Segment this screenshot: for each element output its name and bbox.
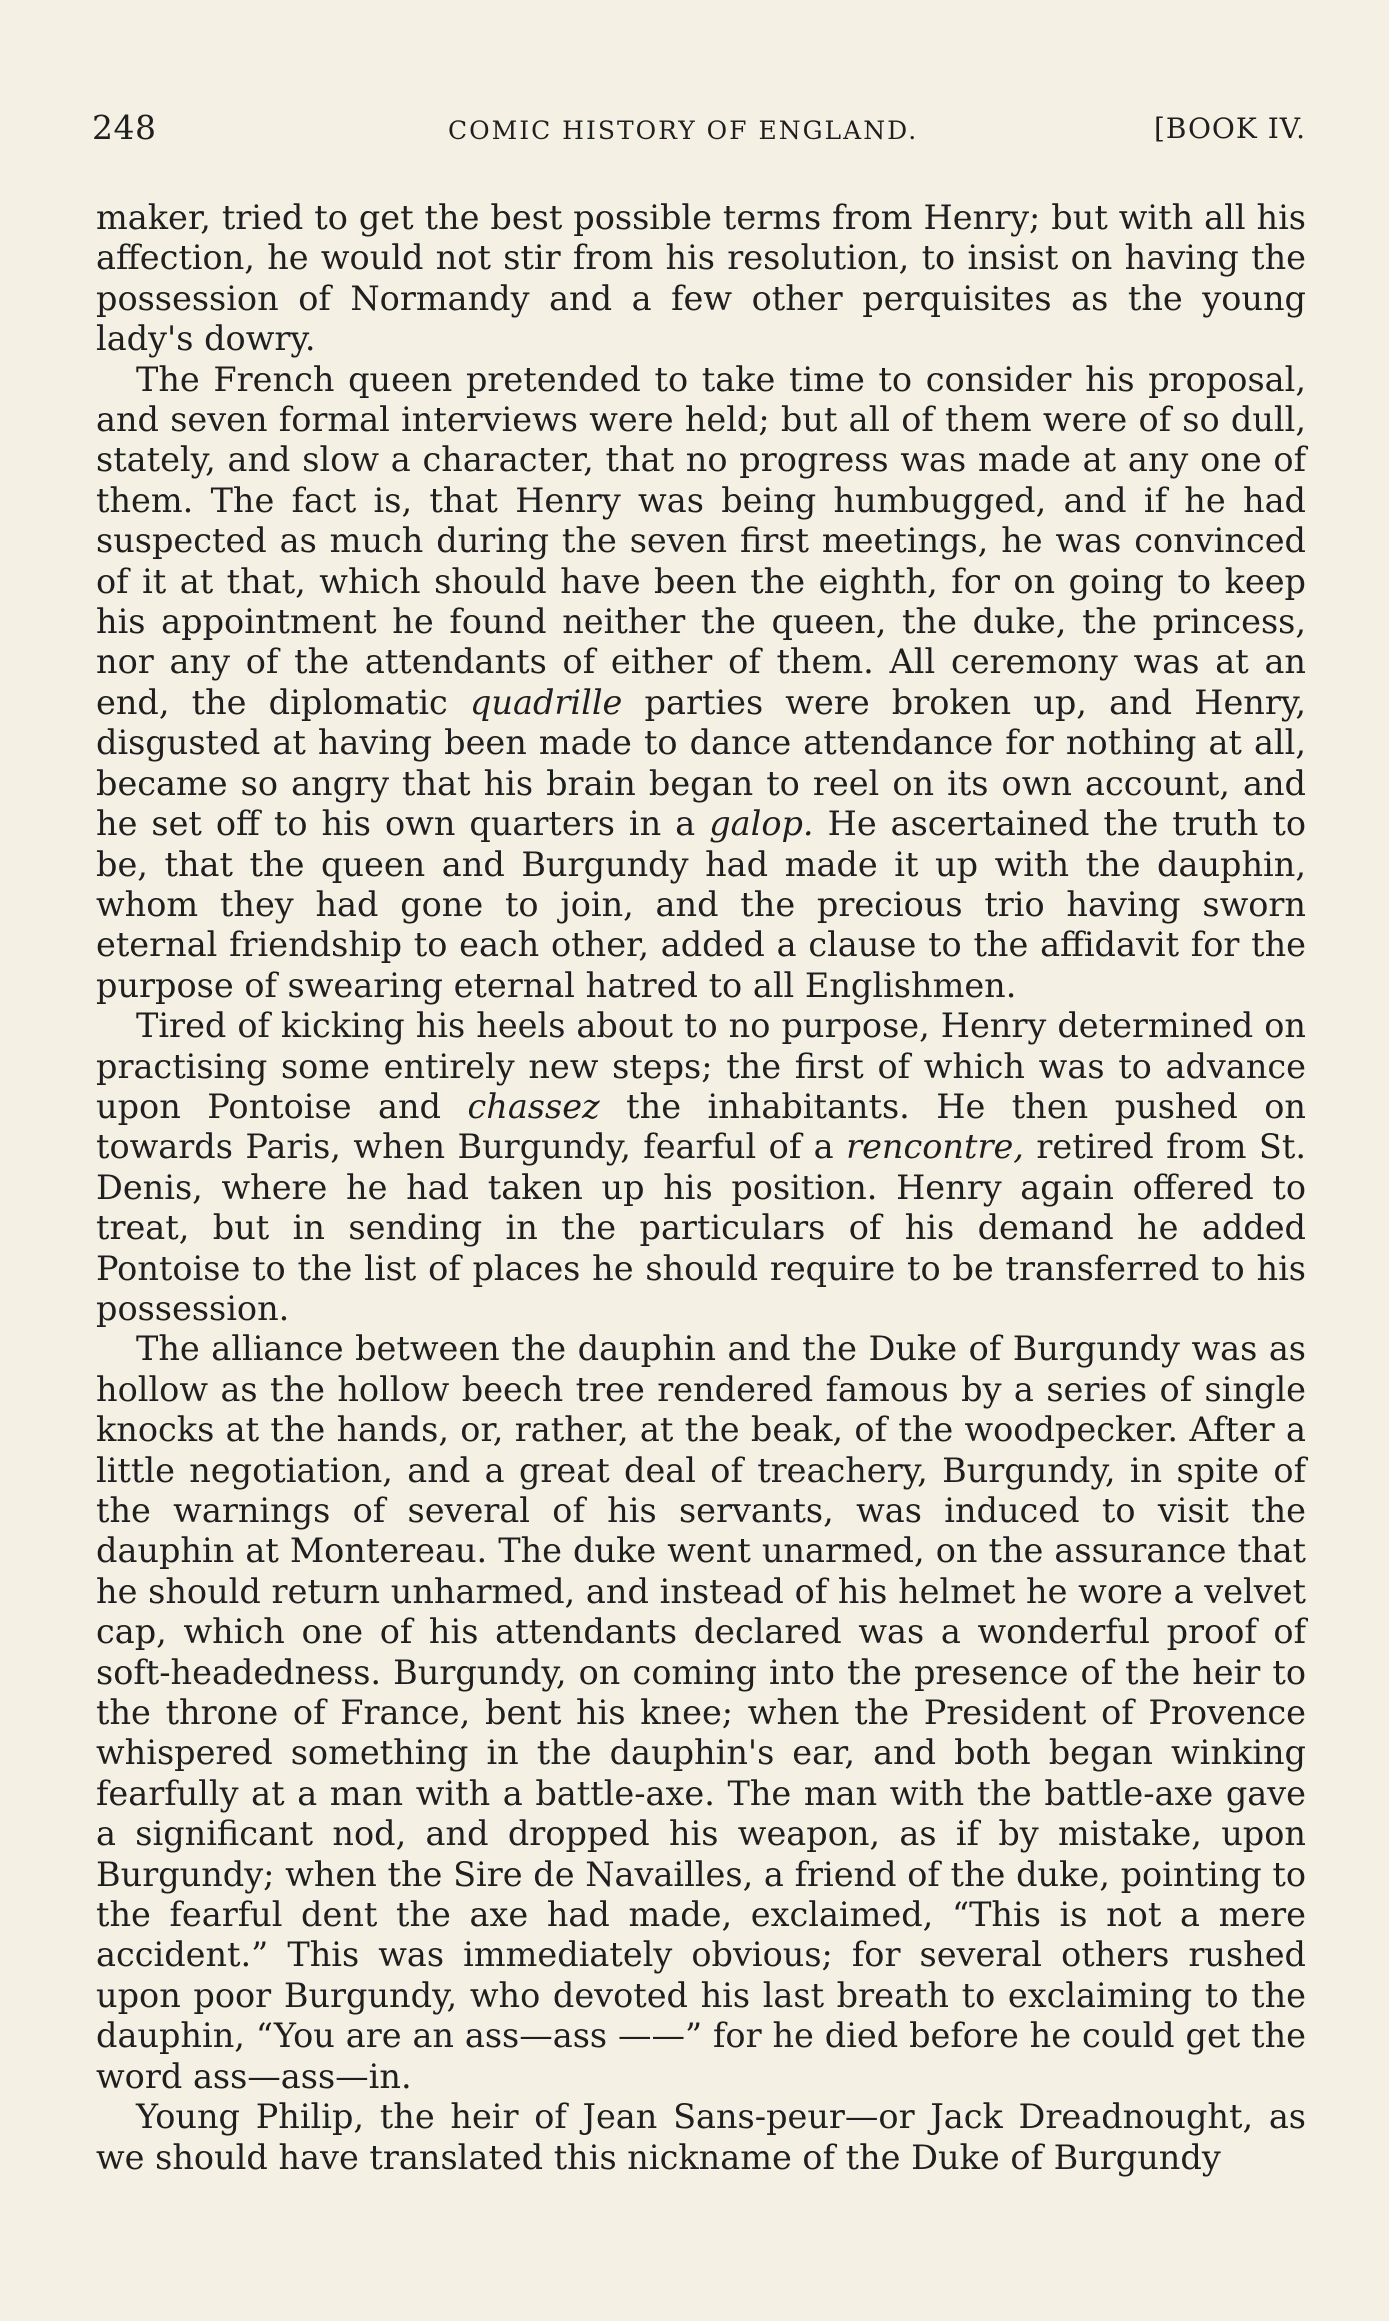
- book-label: [BOOK IV.: [1153, 112, 1306, 145]
- paragraph-text: The French queen pretended to take time to consider his proposal, and seven formal interviews were held; but all of them were of so dull, stately, and slow a character, that no progress was made at any one of them. The fact is, that Henry was being humbugged, and if he had suspected as much during the seven first meetings, he was convinced of it at that, which should have been the eighth, for on going to keep his appointment he found neither the queen, the duke, the princess, nor any of the attendants of either of them. All ceremony was at an end, the diplomatic: [96, 359, 1306, 722]
- paragraph-text: He ascertained the truth to be, that the queen and Burgundy had made it up with the dauphin, whom they had gone to join, and the precious trio having sworn eternal friendship to each other, added a clause to the affidavit for the purpose of swearing eternal hatred to all Englishmen.: [96, 804, 1306, 1005]
- paragraph-text: Tired of kicking his heels about to no purpose, Henry determined on practising some entirely new steps; the first of which was to advance upon Pontoise and: [96, 1006, 1306, 1126]
- italic-term: rencontre,: [846, 1127, 1024, 1167]
- paragraph-text: the inhabitants. He then pushed on towards Paris, when Burgundy, fearful of a: [96, 1086, 1307, 1167]
- paragraph-text: maker, tried to get the best possible terms from Henry; but with all his affection, he would not stir from his resolution, to insist on having the possession of Normandy and a few other perquisites as the young lady's dowry.: [96, 198, 1306, 359]
- running-title: COMIC HISTORY OF ENGLAND.: [448, 116, 919, 145]
- page-header: [92, 108, 1306, 158]
- paragraph-text: retired from St. Denis, where he had taken up his position. Henry again offered to treat, but in sending in the particulars of his demand he added Pontoise to the list of places he should require to be transferred to his possession.: [96, 1127, 1306, 1328]
- page-number: 248: [92, 108, 157, 147]
- paragraph-text: Young Philip, the heir of Jean Sans-peur—or Jack Dreadnought, as we should have translated this nickname of the Duke of Burgundy: [96, 2097, 1306, 2177]
- italic-term: galop.: [709, 804, 814, 844]
- paragraph: [96, 198, 1306, 360]
- paragraph: [96, 1006, 1306, 1329]
- italic-term: chassez: [467, 1086, 600, 1126]
- italic-term: quadrille: [469, 682, 623, 722]
- paragraph: [96, 360, 1306, 1007]
- paragraph: [96, 1329, 1306, 2097]
- paragraph: [96, 2097, 1306, 2178]
- paragraph-text: The alliance between the dauphin and the Duke of Burgundy was as hollow as the hollow beech tree rendered famous by a series of single knocks at the hands, or, rather, at the beak, of the woodpecker. After a little negotiation, and a great deal of treachery, Burgundy, in spite of the warnings of several of his servants, was induced to visit the dauphin at Montereau. The duke went unarmed, on the assurance that he should return unharmed, and instead of his helmet he wore a velvet cap, which one of his attendants declared was a wonderful proof of soft-headedness. Burgundy, on coming into the presence of the heir to the throne of France, bent his knee; when the President of Provence whispered something in the dauphin's ear, and both began winking fearfully at a man with a battle-axe. The man with the battle-axe gave a significant nod, and dropped his weapon, as if by mistake, upon Burgundy; when the Sire de Navailles, a friend of the duke, pointing to the fearful dent the axe had made, exclaimed, “This is not a mere accident.” This was immediately obvious; for several others rushed upon poor Burgundy, who devoted his last breath to exclaiming to the dauphin, “You are an ass—ass ——” for he died before he could get the word ass—ass—in.: [96, 1329, 1306, 2096]
- paragraph-text: parties were broken up, and Henry, disgusted at having been made to dance attendance for nothing at all, became so angry that his brain began to reel on its own account, and he set off to his own quarters in a: [96, 682, 1306, 844]
- body-text: [96, 198, 1306, 2178]
